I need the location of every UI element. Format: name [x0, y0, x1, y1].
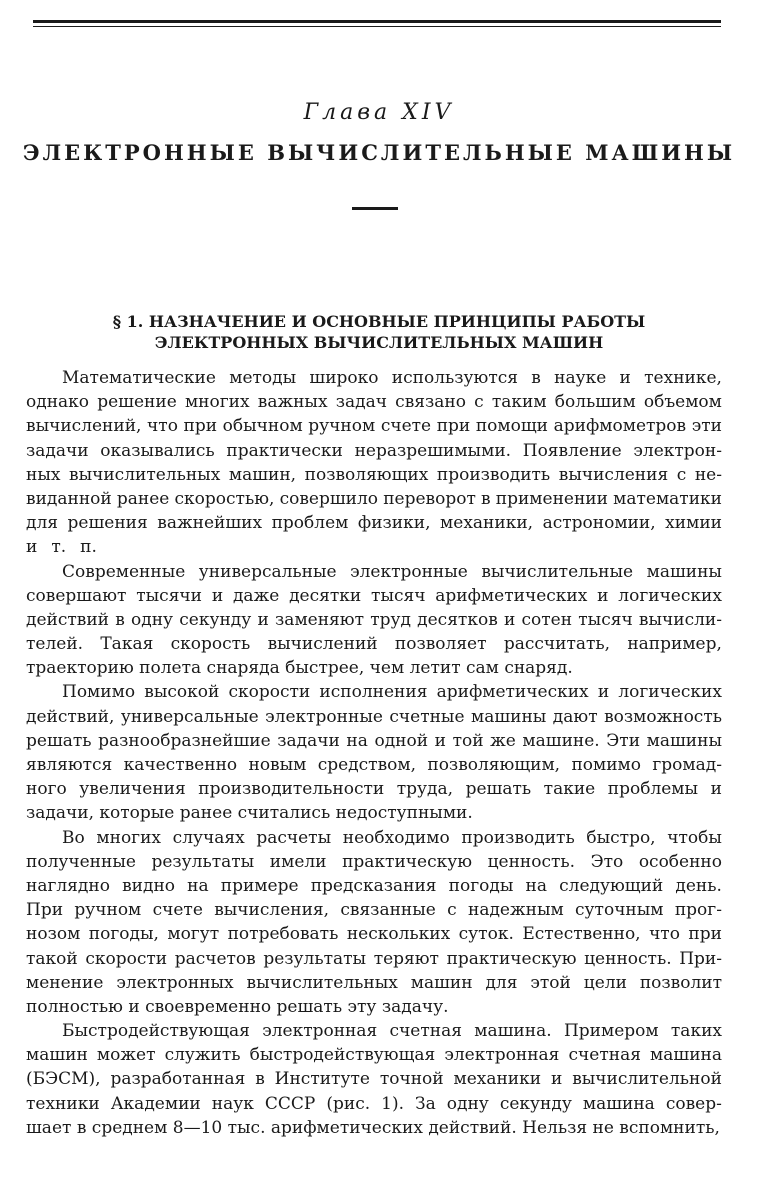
text-line: и т. п. [26, 537, 97, 558]
text-line: наглядно видно на примере предсказания погоды на следующий день. [26, 875, 722, 896]
text-line: такой скорости расчетов результаты теряют практическую ценность. При- [26, 948, 722, 969]
text-line: Современные универсальные электронные вычислительные машины [62, 561, 722, 582]
section-title-line: § 1. НАЗНАЧЕНИЕ И ОСНОВНЫЕ ПРИНЦИПЫ РАБОТЫ [112, 312, 646, 331]
text-line: решать разнообразнейшие задачи на одной и той же машине. Эти машины [26, 730, 722, 751]
text-line: техники Академии наук СССР (рис. 1). За одну секунду машина совер- [26, 1093, 722, 1114]
text-line: являются качественно новым средством, позволяющим, помимо громад- [26, 755, 722, 775]
text-line: однако решение многих важных задач связано с таким большим объемом [26, 392, 722, 413]
text-line: ного увеличения производительности труда, решать такие проблемы и [26, 779, 722, 800]
chapter-label: Глава XIV [303, 100, 455, 125]
top-rule-thin [33, 26, 721, 27]
text-line: нозом погоды, могут потребовать нескольких суток. Естественно, что при [26, 924, 722, 945]
text-line: Во многих случаях расчеты необходимо производить быстро, чтобы [62, 827, 722, 848]
text-line: шает в среднем 8—10 тыс. арифметических действий. Нельзя не вспомнить, [26, 1117, 720, 1138]
text-line: машин может служить быстродействующая электронная счетная машина [26, 1045, 722, 1066]
text-line: совершают тысячи и даже десятки тысяч арифметических и логических [26, 585, 722, 606]
text-line: полностью и своевременно решать эту задачу. [26, 996, 449, 1017]
text-line: телей. Такая скорость вычислений позволяет рассчитать, например, [26, 634, 722, 655]
text-line: (БЭСМ), разработанная в Институте точной механики и вычислительной [26, 1069, 722, 1090]
text-line: При ручном счете вычисления, связанные с надежным суточным прог- [26, 900, 722, 921]
text-line: задачи, которые ранее считались недоступными. [26, 803, 473, 824]
text-line: полученные результаты имели практическую ценность. Это особенно [26, 851, 722, 872]
text-line: виданной ранее скоростью, совершило переворот в применении математики [26, 488, 722, 509]
text-line: Математические методы широко используются в науке и технике, [62, 368, 722, 388]
ornament-divider [352, 207, 398, 210]
text-line: Помимо высокой скорости исполнения арифметических и логических [62, 682, 722, 703]
text-line: Быстродействующая электронная счетная машина. Примером таких [62, 1021, 722, 1042]
text-line: ных вычислительных машин, позволяющих производить вычисления с не- [26, 464, 722, 485]
top-rule [33, 20, 721, 23]
section-title-line: ЭЛЕКТРОННЫХ ВЫЧИСЛИТЕЛЬНЫХ МАШИН [154, 333, 604, 352]
section-title [0, 311, 758, 353]
text-line: траекторию полета снаряда быстрее, чем летит сам снаряд. [26, 658, 573, 679]
body-text [26, 366, 722, 1140]
chapter-title: ЭЛЕКТРОННЫЕ ВЫЧИСЛИТЕЛЬНЫЕ МАШИНЫ [22, 140, 736, 165]
text-line: менение электронных вычислительных машин для этой цели позволит [26, 972, 722, 993]
text-line: действий, универсальные электронные счетные машины дают возможность [26, 706, 722, 727]
text-line: вычислений, что при обычном ручном счете при помощи арифмометров эти [26, 416, 722, 437]
text-line: для решения важнейших проблем физики, механики, астрономии, химии [26, 513, 722, 534]
text-line: действий в одну секунду и заменяют труд десятков и сотен тысяч вычисли- [26, 609, 722, 630]
text-line: задачи оказывались практически неразрешимыми. Появление электрон- [26, 440, 722, 461]
